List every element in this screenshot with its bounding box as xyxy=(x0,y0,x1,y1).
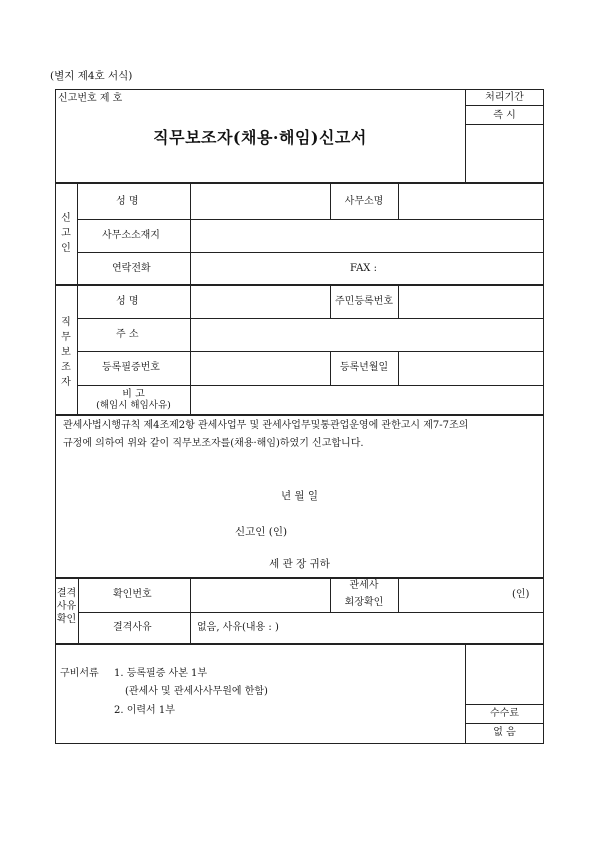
document-item-1: 1. 등록필증 사본 1부 xyxy=(114,668,208,679)
declaration-line-2: 규정에 의하여 위와 같이 직무보조자를(채용·해임)하였기 신고합니다. xyxy=(63,438,364,449)
president-label-line1: 관세사 xyxy=(349,580,379,591)
processing-period-label: 처리기간 xyxy=(485,92,524,103)
assistant-address-label: 주 소 xyxy=(116,329,139,340)
document-item-1-note: (관세사 및 관세사사무원에 한함) xyxy=(125,686,268,697)
registration-date-label: 등록년월일 xyxy=(339,362,389,373)
fax-label: FAX : xyxy=(350,263,377,274)
declaration-line-1: 관세사법시행규칙 제4조제2항 관세사업무 및 관세사업무및통관업운영에 관한고시 제7-7조의 xyxy=(63,420,469,431)
disqualification-reason-value: 없음, 사유(내용 : ) xyxy=(197,622,279,633)
president-label-line2: 회장확인 xyxy=(344,597,384,608)
assistant-section-label: 직 무 보 조 자 xyxy=(61,317,71,388)
remarks-sub-label: (해임시 해임사유) xyxy=(96,400,171,411)
documents-label: 구비서류 xyxy=(60,668,99,679)
phone-label: 연락전화 xyxy=(112,263,151,274)
declaration-date: 년 월 일 xyxy=(280,490,319,502)
fee-label: 수수료 xyxy=(490,708,519,719)
reporter-section-label: 신 고 인 xyxy=(61,213,71,254)
form-label: (별지 제4호 서식) xyxy=(50,70,133,82)
disqualification-section xyxy=(55,578,544,644)
reporter-name-label: 성 명 xyxy=(116,196,139,207)
reporter-signature: 신고인 (인) xyxy=(235,526,288,538)
office-name-label: 사무소명 xyxy=(344,196,384,207)
registration-cert-label: 등록필증번호 xyxy=(102,362,160,373)
remarks-label: 비 고 xyxy=(122,389,145,400)
disqualification-section-label: 결격 사유 확인 xyxy=(56,588,77,625)
document-item-2: 2. 이력서 1부 xyxy=(114,705,175,716)
president-seal: (인) xyxy=(512,589,530,600)
assistant-name-label: 성 명 xyxy=(116,296,139,307)
disqualification-reason-label: 결격사유 xyxy=(113,622,152,633)
addressee: 세 관 장 귀하 xyxy=(269,558,330,570)
form-title: 직무보조자(채용·해임)신고서 xyxy=(153,128,367,147)
processing-period-value: 즉 시 xyxy=(493,110,516,121)
office-address-label: 사무소소재지 xyxy=(102,230,160,241)
confirm-number-label: 확인번호 xyxy=(113,589,152,600)
rrn-label: 주민등록번호 xyxy=(335,296,393,307)
fee-value: 없 음 xyxy=(493,727,516,738)
report-number-label: 신고번호 제 호 xyxy=(58,93,123,104)
